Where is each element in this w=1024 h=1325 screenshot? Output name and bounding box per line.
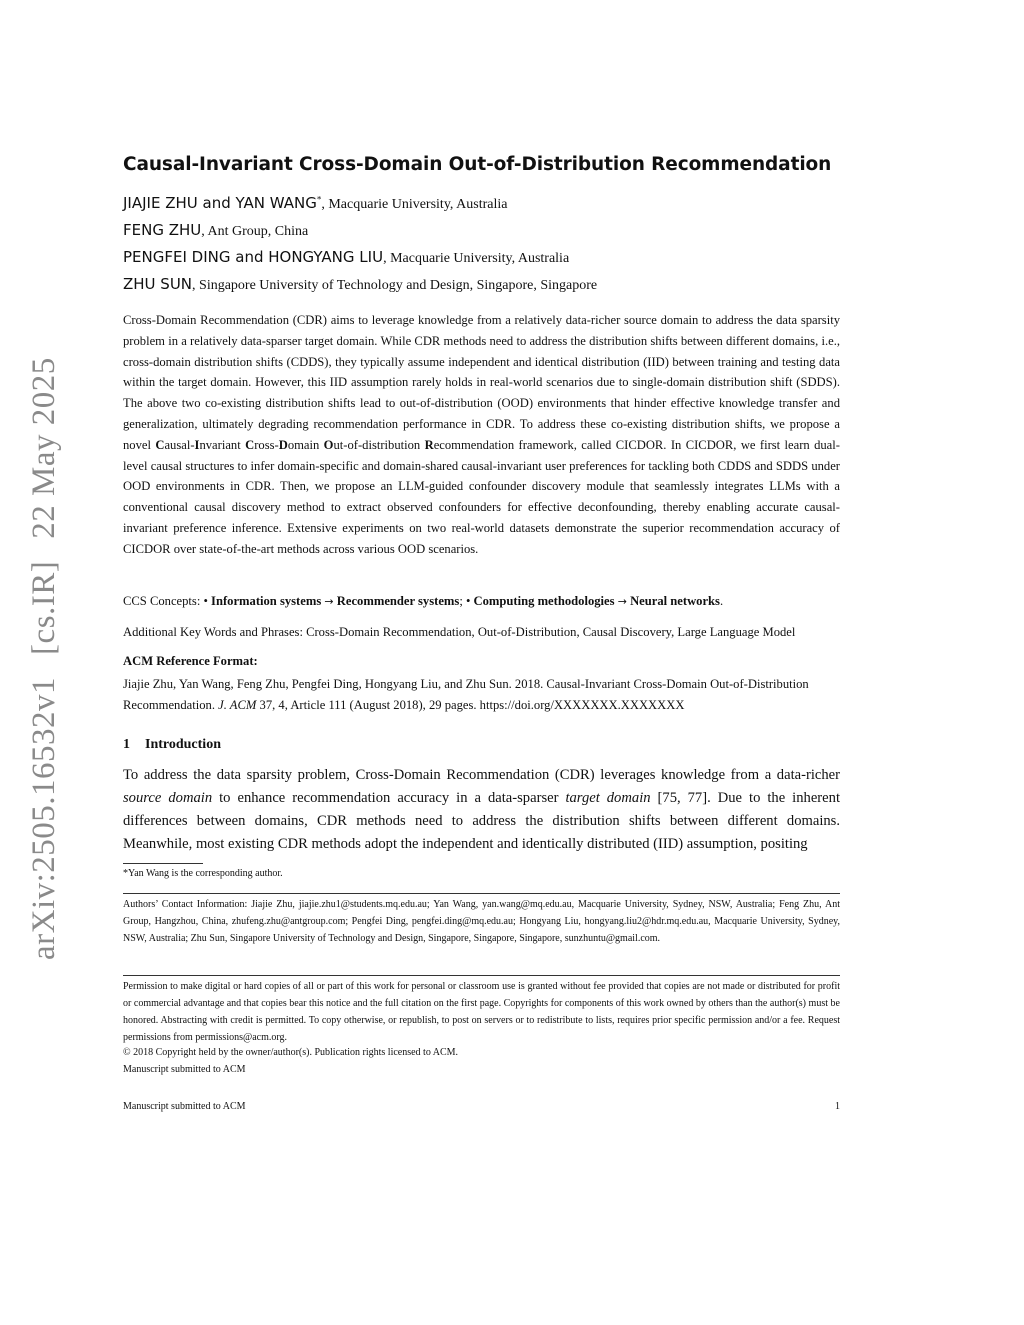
author-affiliation: Ant Group, China — [207, 224, 309, 239]
page-number: 1 — [835, 1101, 840, 1112]
paper-title: Causal-Invariant Cross-Domain Out-of-Distribution Recommendation — [123, 154, 832, 175]
acronym-rest: omain — [287, 437, 324, 452]
divider — [123, 975, 840, 976]
contact-information: Authors’ Contact Information: Jiajie Zhu, jiajie.zhu1@students.mq.edu.au; Yan Wang, yan.wang@mq.edu.au, Macquarie University, Sydney, NSW, Australia; Feng Zhu, Ant Group, Hangzhou, China, zhufeng.zhu@antgroup.com; Pengfei Ding, pengfei.ding@mq.edu.au; Hongyang Liu, hongyang.liu2@hdr.mq.edu.au, Macquarie University, Sydney, NSW, Australia; Zhu Sun, Singapore University of Technology and Design, Singapore, Singapore, Singapore, sunzhuntu@gmail.com. — [123, 899, 840, 944]
intro-paragraph — [123, 764, 840, 856]
copyright: © 2018 Copyright held by the owner/author(s). Publication rights licensed to ACM. — [123, 1047, 459, 1058]
arxiv-sidebar — [26, 357, 63, 960]
acronym-rest: ut-of-distribution — [333, 437, 425, 452]
ccs-concept: Computing methodologies — [473, 594, 615, 608]
reference-format — [123, 674, 840, 716]
acronym-letter: R — [424, 437, 434, 452]
section-title: Introduction — [145, 737, 221, 752]
ccs-concept: Information systems — [211, 594, 322, 608]
right-arrow-icon: → — [617, 595, 627, 608]
footnote: *Yan Wang is the corresponding author. — [123, 868, 283, 879]
corresponding-mark: * — [316, 194, 322, 205]
acronym-rest: ecommendation — [433, 437, 515, 452]
divider — [123, 893, 840, 894]
arxiv-category: [cs.IR] — [26, 560, 62, 655]
abstract — [123, 310, 840, 560]
reference-text: 37, 4, Article 111 (August 2018), 29 pages. https://doi.org/XXXXXXX.XXXXXXX — [256, 697, 685, 712]
arxiv-id: arXiv:2505.16532v1 — [26, 676, 62, 960]
author-affiliation: Macquarie University, Australia — [328, 197, 508, 212]
author-line-2: FENG ZHU, Ant Group, China — [123, 221, 309, 239]
author-names: PENGFEI DING and HONGYANG LIU — [123, 248, 384, 266]
ccs-label: CCS Concepts: • — [123, 594, 208, 608]
intro-emphasis: source domain — [123, 790, 213, 806]
manuscript-note: Manuscript submitted to ACM — [123, 1064, 246, 1075]
author-line-3: PENGFEI DING and HONGYANG LIU, Macquarie University, Australia — [123, 248, 570, 266]
intro-text: [75, 77]. Due to the inherent differences between domains, CDR methods need to address the distribution shifts between different domains. Meanwhile, most existing CDR methods adopt the independent and identically distributed (IID) assumption, positing — [123, 790, 841, 852]
acronym-letter: C — [245, 437, 255, 452]
acronym-letter: O — [323, 437, 334, 452]
permission-notice: Permission to make digital or hard copies of all or part of this work for personal or classroom use is granted without fee provided that copies are not made or distributed for profit or commercial advantage and that copies bear this notice and the full citation on the first page. Copyrights for components of this work owned by others than the author(s) must be honored. Abstracting with credit is permitted. To copy otherwise, or republish, to post on servers or to redistribute to lists, requires prior specific permission and/or a fee. Request permissions from permissions@acm.org. — [123, 981, 840, 1043]
acronym-letter: D — [278, 437, 288, 452]
intro-text: To address the data sparsity problem, Cross-Domain Recommendation (CDR) leverages knowledge from a data-richer — [123, 767, 840, 783]
acronym-letter: C — [155, 437, 165, 452]
reference-heading: ACM Reference Format: — [123, 654, 258, 668]
journal-name: J. ACM — [218, 697, 257, 712]
author-names: ZHU SUN — [123, 275, 193, 293]
ccs-end: . — [719, 594, 724, 608]
ccs-separator: ; • — [459, 594, 471, 608]
acronym-rest: ross- — [254, 437, 279, 452]
abstract-part-1: Cross-Domain Recommendation (CDR) aims to leverage knowledge from a relatively data-richer source domain to address the data sparsity problem in a relatively data-sparser target domain. While CDR methods need to address the distribution shifts between different domains, i.e., cross-domain distribution shifts (CDDS), they typically assume independent and identical distribution (IID) between training and testing data within the target domain. However, this IID assumption rarely holds in real-world scenarios due to single-domain distribution shift (SDDS). The above two co-existing distribution shifts lead to out-of-distribution (OOD) environments that hinder effective knowledge transfer and generalization, ultimately degrading recommendation performance in CDR. To address these co-existing distribution shifts, we propose a novel — [123, 313, 840, 452]
right-arrow-icon: → — [324, 595, 334, 608]
acronym-letter: I — [194, 437, 200, 452]
ccs-concept: Recommender systems — [336, 594, 460, 608]
section-number: 1 — [123, 737, 130, 752]
ccs-concepts — [123, 591, 840, 613]
author-names: JIAJIE ZHU and YAN WANG — [123, 194, 317, 212]
footer-left: Manuscript submitted to ACM — [123, 1101, 246, 1112]
reference-text: Jiajie Zhu, Yan Wang, Feng Zhu, Pengfei Ding, Hongyang Liu, and Zhu Sun. 2018. Causal-Invariant Cross-Domain Out-of-Distribution Recommendation. — [123, 677, 809, 712]
author-affiliation: Singapore University of Technology and Design, Singapore, Singapore — [199, 278, 598, 293]
section-heading — [123, 737, 840, 753]
intro-emphasis: target domain — [565, 790, 651, 806]
footnote-rule — [123, 863, 203, 864]
acronym-rest: nvariant — [199, 437, 246, 452]
intro-text: to enhance recommendation accuracy in a data-sparser — [212, 790, 566, 806]
keywords: Additional Key Words and Phrases: Cross-Domain Recommendation, Out-of-Distribution, Causal Discovery, Large Language Model — [123, 625, 796, 639]
author-affiliation: Macquarie University, Australia — [390, 251, 570, 266]
arxiv-date: 22 May 2025 — [26, 357, 62, 539]
author-line-1: JIAJIE ZHU and YAN WANG*, Macquarie University, Australia — [123, 194, 508, 212]
author-line-4: ZHU SUN, Singapore University of Technology and Design, Singapore, Singapore — [123, 275, 598, 293]
abstract-part-2: framework, called CICDOR. In CICDOR, we first learn dual-level causal structures to infer domain-specific and domain-shared causal-invariant user preferences for tackling both CDDS and SDDS under OOD environments in CDR. Then, we propose an LLM-guided confounder discovery module that seamlessly integrates LLMs with a conventional causal discovery method to extract observed confounders for effective deconfounding, thereby enabling accurate causal-invariant preference inference. Extensive experiments on two real-world datasets demonstrate the superior recommendation accuracy of CICDOR over state-of-the-art methods across various OOD scenarios. — [123, 437, 840, 556]
page-footer — [123, 1101, 840, 1112]
ccs-concept: Neural networks — [630, 594, 720, 608]
acronym-rest: ausal- — [164, 437, 195, 452]
author-names: FENG ZHU — [123, 221, 202, 239]
